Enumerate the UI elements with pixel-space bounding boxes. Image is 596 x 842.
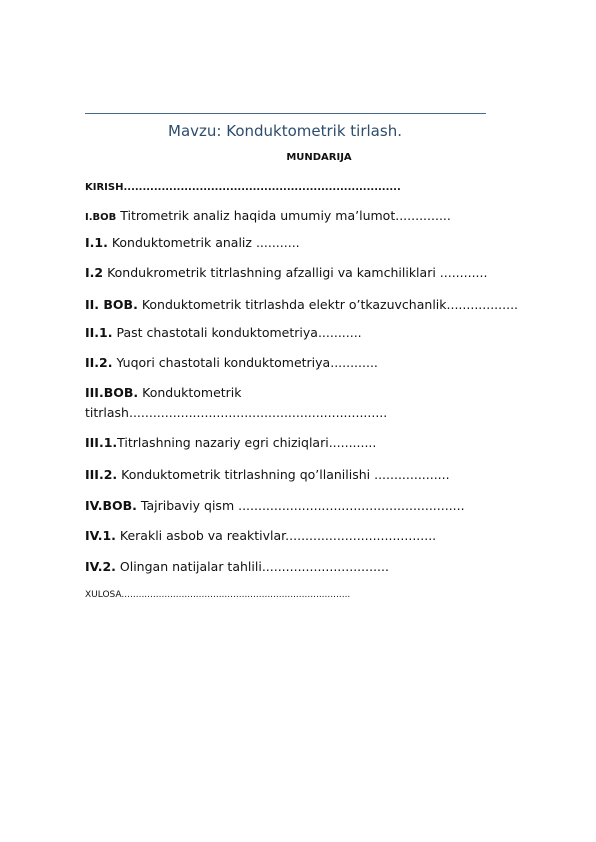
- toc-entry-dots: .........................................................................: [123, 182, 401, 193]
- toc-entry-text: Konduktometrik titrlashning qo’llanilishi: [117, 467, 375, 482]
- toc-entry-dots: ...........: [255, 235, 300, 250]
- toc-entry-text: XULOSA: [85, 590, 122, 600]
- toc-entry-7: [85, 384, 242, 402]
- toc-entry-label: IV.BOB.: [85, 498, 137, 513]
- toc-entry-text: Past chastotali konduktometriya: [112, 325, 318, 340]
- toc-entry-dots: ......................................: [285, 528, 437, 543]
- toc-entry-label: I.2: [85, 265, 104, 280]
- toc-entry-dots: ..............: [395, 208, 451, 223]
- toc-entry-text: Konduktometrik titrlashda elektr o’tkazuvchanlik: [137, 297, 447, 312]
- toc-entry-text: Titrlashning nazariy egri chiziqlari: [117, 435, 329, 450]
- toc-entry-dots: ...........: [317, 325, 362, 340]
- toc-entry-label: IV.1.: [85, 528, 116, 543]
- toc-entry-label: III.1.: [85, 435, 118, 450]
- toc-entry-text: Tajribaviy qism: [136, 498, 239, 513]
- toc-entry-label: III.2.: [85, 467, 118, 482]
- toc-entry-3: [85, 264, 487, 282]
- toc-entry-text: Olingan natijalar tahlili: [115, 559, 262, 574]
- toc-entry-dots: ............: [328, 435, 377, 450]
- document-title: Mavzu: Konduktometrik tirlash.: [168, 122, 402, 140]
- toc-entry-6: [85, 354, 378, 372]
- toc-entry-label: III.BOB.: [85, 385, 139, 400]
- toc-entry-text: Kondukrometrik titrlashning afzalligi va kamchiliklari: [103, 265, 440, 280]
- toc-entry-label: I.BOB: [85, 212, 117, 223]
- toc-entry-text: Kerakli asbob va reaktivlar: [115, 528, 286, 543]
- toc-entry-xulosa: [85, 586, 350, 604]
- toc-entry-dots: .........................................................: [238, 498, 465, 513]
- toc-entry-label: IV.2.: [85, 559, 116, 574]
- toc-entry-text: titrlash: [85, 405, 129, 420]
- toc-entry-label: KIRISH: [85, 182, 124, 193]
- toc-entry-text: Titrometrik analiz haqida umumiy ma’lumot: [116, 208, 396, 223]
- toc-entry-1: [85, 207, 451, 227]
- toc-entry-8: [85, 434, 376, 452]
- toc-entry-dots: .................................................................: [128, 405, 388, 420]
- toc-entry-label: II. BOB.: [85, 297, 138, 312]
- toc-entry-dots: ...................: [374, 467, 450, 482]
- toc-entry-label: II.2.: [85, 355, 113, 370]
- toc-entry-7-continued: [85, 404, 387, 422]
- toc-entry-11: [85, 527, 436, 545]
- toc-heading: MUNDARIJA: [286, 152, 352, 163]
- toc-entry-9: [85, 466, 450, 484]
- toc-entry-text: Yuqori chastotali konduktometriya: [112, 355, 331, 370]
- toc-entry-text: Konduktometrik analiz: [107, 235, 256, 250]
- toc-entry-5: [85, 324, 362, 342]
- toc-entry-10: [85, 497, 465, 515]
- toc-entry-text: Konduktometrik: [138, 385, 242, 400]
- header-rule: [85, 113, 486, 114]
- toc-entry-dots: ..................: [446, 297, 519, 312]
- toc-entry-2: [85, 234, 300, 252]
- toc-entry-12: [85, 558, 389, 576]
- toc-entry-dots: ................................................................................: [121, 590, 351, 600]
- toc-entry-4: [85, 296, 518, 314]
- toc-entry-dots: ................................: [261, 559, 389, 574]
- toc-entry-kirish: [85, 179, 401, 197]
- toc-entry-label: I.1.: [85, 235, 108, 250]
- toc-entry-label: II.1.: [85, 325, 113, 340]
- toc-entry-dots: ............: [330, 355, 378, 370]
- toc-entry-dots: ............: [439, 265, 488, 280]
